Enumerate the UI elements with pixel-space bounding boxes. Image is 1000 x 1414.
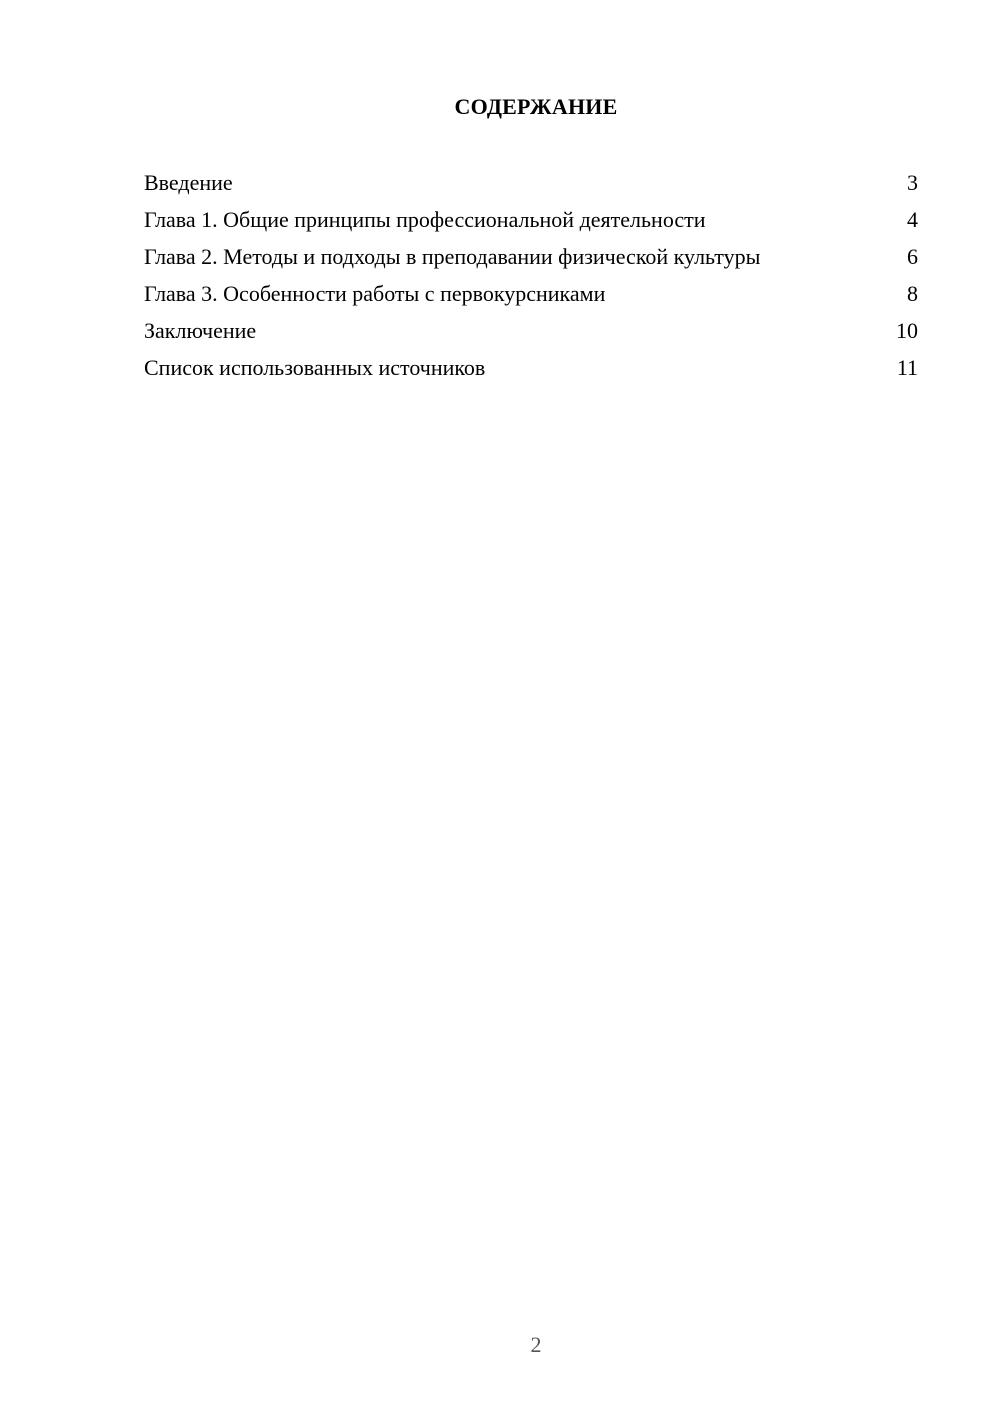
toc-entry-text: Глава 3. Особенности работы с первокурсниками — [144, 281, 606, 306]
toc-entry-chapter-2 — [144, 244, 918, 270]
toc-entry-page: 8 — [907, 281, 918, 306]
toc-entry-text: Глава 1. Общие принципы профессиональной деятельности — [144, 207, 706, 232]
toc-entry-text: Глава 2. Методы и подходы в преподавании физической культуры — [144, 244, 761, 269]
toc-entry-page: 11 — [896, 355, 918, 380]
toc-entry-chapter-1 — [144, 207, 918, 233]
page-number: 2 — [530, 1332, 542, 1357]
toc-entry-references — [144, 355, 918, 381]
toc-entry-page: 6 — [907, 244, 918, 269]
toc-title: СОДЕРЖАНИЕ — [454, 94, 618, 119]
toc-entry-conclusion — [144, 318, 918, 344]
table-of-contents — [144, 170, 918, 392]
toc-entry-introduction — [144, 170, 918, 196]
toc-entry-text: Список использованных источников — [144, 355, 486, 380]
toc-entry-page: 3 — [907, 170, 918, 195]
toc-entry-text: Заключение — [144, 318, 257, 343]
toc-entry-chapter-3 — [144, 281, 918, 307]
toc-entry-text: Введение — [144, 170, 233, 195]
toc-entry-page: 10 — [896, 318, 918, 343]
toc-entry-page: 4 — [907, 207, 918, 232]
